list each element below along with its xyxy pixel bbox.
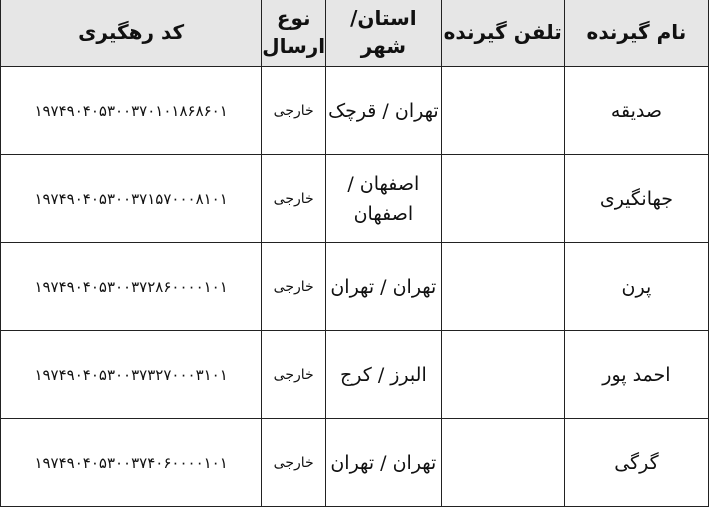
recipient-phone xyxy=(441,155,564,243)
table-row xyxy=(1,331,709,419)
table-row xyxy=(1,67,709,155)
province-city: تهران / قرچک xyxy=(326,67,441,155)
header-recipient-name: نام گیرنده xyxy=(564,0,708,67)
table-row xyxy=(1,419,709,507)
tracking-code: ۱۹۷۴۹۰۴۰۵۳۰۰۳۷۰۱۰۱۸۶۸۶۰۱ xyxy=(1,67,262,155)
recipient-phone xyxy=(441,419,564,507)
shipping-type: خارجی xyxy=(262,331,326,419)
province-city: اصفهان / اصفهان xyxy=(326,155,441,243)
recipient-phone xyxy=(441,67,564,155)
shipping-type: خارجی xyxy=(262,243,326,331)
table-row xyxy=(1,243,709,331)
shipping-type: خارجی xyxy=(262,419,326,507)
header-tracking-code: کد رهگیری xyxy=(1,0,262,67)
recipient-phone xyxy=(441,331,564,419)
province-city: تهران / تهران xyxy=(326,243,441,331)
recipient-name: گرگی xyxy=(564,419,708,507)
recipient-name: صدیقه xyxy=(564,67,708,155)
tracking-code: ۱۹۷۴۹۰۴۰۵۳۰۰۳۷۴۰۶۰۰۰۰۱۰۱ xyxy=(1,419,262,507)
shipping-type: خارجی xyxy=(262,67,326,155)
table-row xyxy=(1,155,709,243)
recipient-phone xyxy=(441,243,564,331)
shipping-type: خارجی xyxy=(262,155,326,243)
province-city: تهران / تهران xyxy=(326,419,441,507)
header-row xyxy=(1,0,709,67)
recipient-name: جهانگیری xyxy=(564,155,708,243)
province-city: البرز / کرج xyxy=(326,331,441,419)
tracking-code: ۱۹۷۴۹۰۴۰۵۳۰۰۳۷۳۲۷۰۰۰۳۱۰۱ xyxy=(1,331,262,419)
tracking-code: ۱۹۷۴۹۰۴۰۵۳۰۰۳۷۱۵۷۰۰۰۸۱۰۱ xyxy=(1,155,262,243)
header-shipping-type: نوع ارسال xyxy=(262,0,326,67)
recipient-name: پرن xyxy=(564,243,708,331)
tracking-code: ۱۹۷۴۹۰۴۰۵۳۰۰۳۷۲۸۶۰۰۰۰۱۰۱ xyxy=(1,243,262,331)
header-province-city: استان/ شهر xyxy=(326,0,441,67)
header-recipient-phone: تلفن گیرنده xyxy=(441,0,564,67)
recipient-name: احمد پور xyxy=(564,331,708,419)
